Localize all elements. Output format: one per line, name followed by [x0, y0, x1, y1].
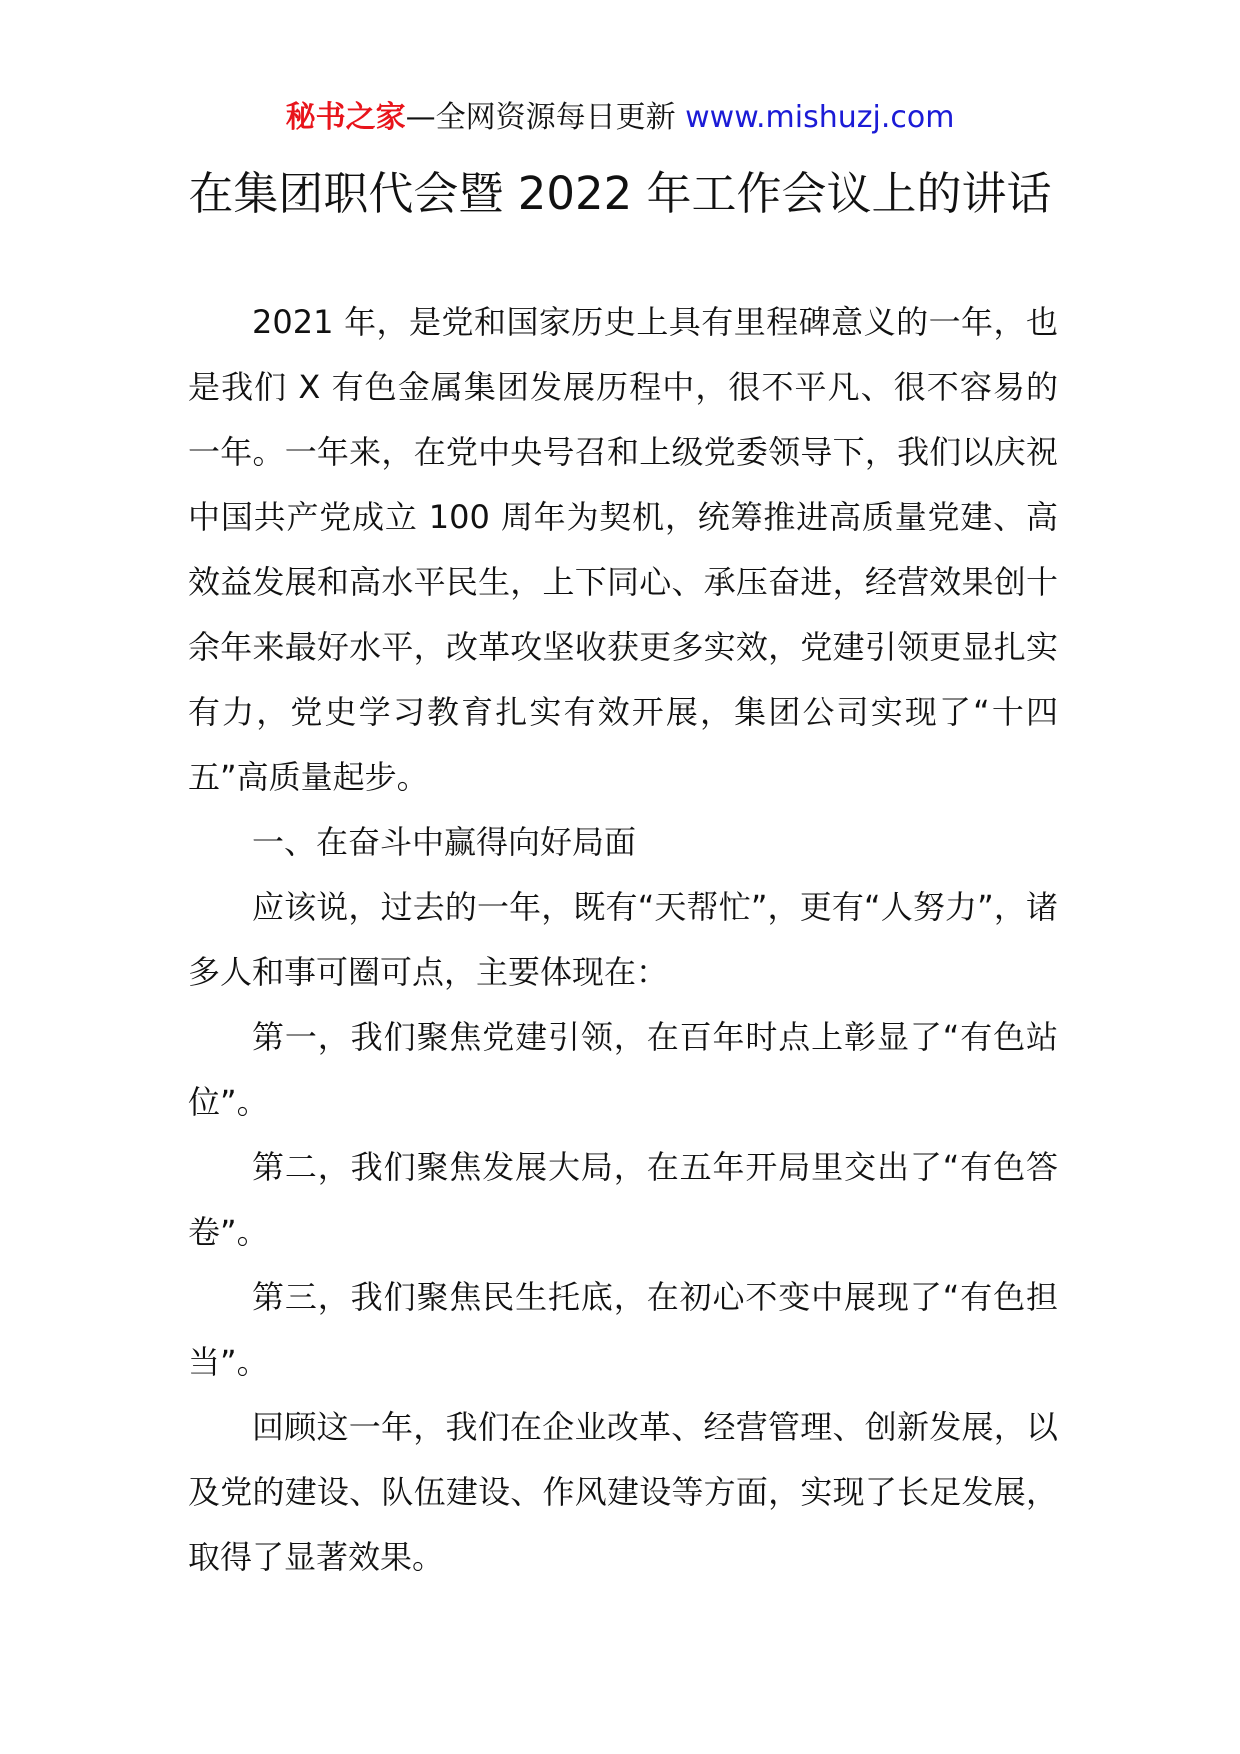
header-tagline: —全网资源每日更新 — [405, 100, 686, 135]
document-title: 在集团职代会暨 2022 年工作会议上的讲话 — [188, 167, 1052, 220]
brand-name: 秘书之家 — [285, 100, 406, 135]
paragraph-point-1: 第一，我们聚焦党建引领，在百年时点上彰显了“有色站位”。 — [188, 1018, 1058, 1121]
paragraph-summary: 应该说，过去的一年，既有“天帮忙”，更有“人努力”，诸多人和事可圈可点，主要体现在： — [188, 888, 1058, 991]
paragraph-review: 回顾这一年，我们在企业改革、经营管理、创新发展，以及党的建设、队伍建设、作风建设等方面，实现了长足发展，取得了显著效果。 — [188, 1408, 1058, 1576]
paragraph-point-2: 第二，我们聚焦发展大局，在五年开局里交出了“有色答卷”。 — [188, 1148, 1058, 1251]
watermark-header — [0, 98, 1240, 138]
paragraph-intro: 2021 年，是党和国家历史上具有里程碑意义的一年，也是我们 X 有色金属集团发展历程中，很不平凡、很不容易的一年。一年来，在党中央号召和上级党委领导下，我们以庆祝中国共产党成立 100 周年为契机，统筹推进高质量党建、高效益发展和高水平民生，上下同心、承压奋进，经营效果创十余年来最好水平，改革攻坚收获更多实效，党建引领更显扎实有力，党史学习教育扎实有效开展，集团公司实现了“十四五”高质量起步。 — [188, 303, 1058, 796]
paragraph-point-3: 第三，我们聚焦民生托底，在初心不变中展现了“有色担当”。 — [188, 1278, 1058, 1381]
document-body — [188, 290, 1058, 1590]
site-url: www.mishuzj.com — [685, 100, 955, 135]
section-heading-1: 一、在奋斗中赢得向好局面 — [252, 823, 637, 861]
